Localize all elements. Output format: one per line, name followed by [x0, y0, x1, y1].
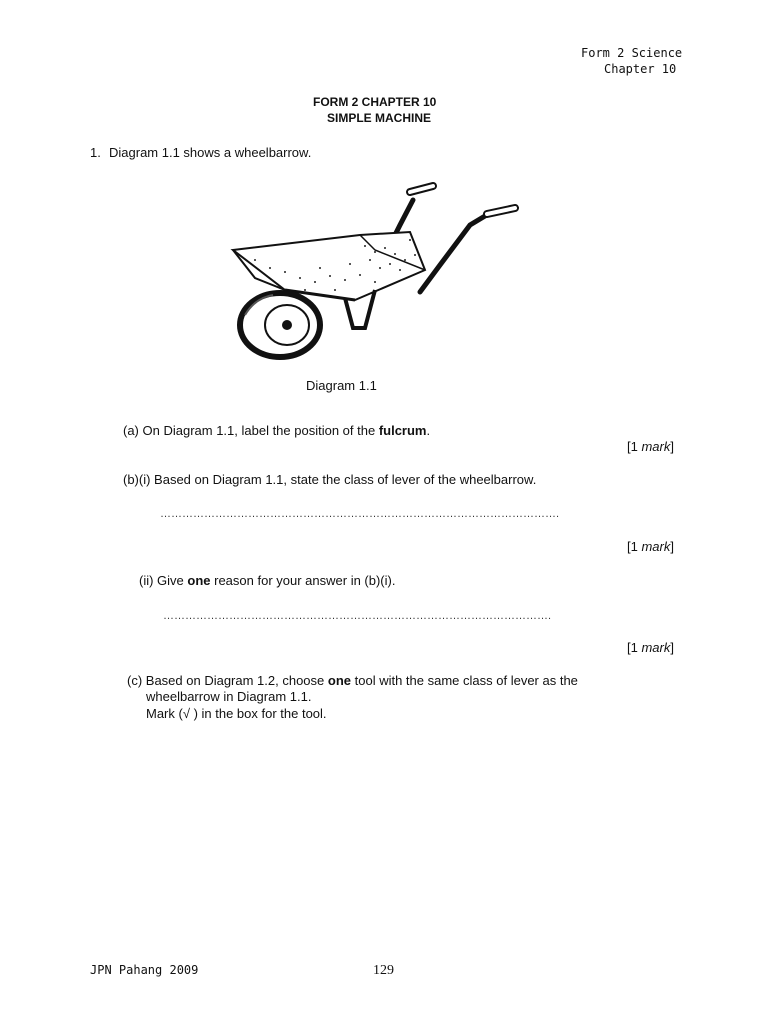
mark-open: [1: [627, 439, 642, 454]
diagram-caption: Diagram 1.1: [306, 378, 377, 393]
part-b-ii-suffix: reason for your answer in (b)(i).: [210, 573, 396, 588]
part-c-prefix: (c) Based on Diagram 1.2, choose: [127, 673, 328, 688]
part-b-ii-prefix: (ii) Give: [139, 573, 188, 588]
mark-open: [1: [627, 640, 642, 655]
mark-close: ]: [670, 539, 674, 554]
part-c-suffix: tool with the same class of lever as the: [351, 673, 578, 688]
footer-source: JPN Pahang 2009: [90, 963, 199, 977]
mark-close: ]: [670, 439, 674, 454]
part-a-prefix: (a) On Diagram 1.1, label the position of the: [123, 423, 379, 438]
part-c-line-1: [127, 673, 578, 688]
mark-close: ]: [670, 640, 674, 655]
mark-word: mark: [641, 439, 671, 454]
part-c-line-2: wheelbarrow in Diagram 1.1.: [146, 689, 312, 704]
part-b-i-answer-line[interactable]: ……………………………………………………………………………………………….: [160, 508, 560, 520]
page-number: 129: [373, 963, 394, 978]
part-c-line-3: Mark (√ ) in the box for the tool.: [146, 706, 327, 721]
part-a-keyword: fulcrum: [378, 423, 427, 438]
title-line-2: SIMPLE MACHINE: [327, 111, 432, 125]
question-intro: Diagram 1.1 shows a wheelbarrow.: [109, 145, 312, 160]
header-subject: Form 2 Science: [581, 46, 683, 60]
wheelbarrow-illustration: [225, 180, 525, 365]
part-b-ii-text: [139, 573, 395, 588]
part-c-keyword: one: [327, 673, 352, 688]
part-a-mark: [627, 439, 674, 454]
title-line-1: FORM 2 CHAPTER 10: [313, 95, 437, 109]
part-b-i-mark: [627, 539, 674, 554]
mark-open: [1: [627, 539, 642, 554]
part-b-ii-mark: [627, 640, 674, 655]
part-a-suffix: .: [426, 423, 431, 438]
mark-word: mark: [641, 539, 671, 554]
part-b-ii-keyword: one: [187, 573, 211, 588]
part-a-text: [123, 423, 430, 438]
part-b-ii-answer-line[interactable]: …………………………………………………………………………………………….: [163, 610, 552, 622]
question-number: 1.: [90, 145, 101, 160]
header-chapter: Chapter 10: [604, 62, 677, 76]
mark-word: mark: [641, 640, 671, 655]
part-b-i-text: (b)(i) Based on Diagram 1.1, state the class of lever of the wheelbarrow.: [123, 472, 537, 487]
